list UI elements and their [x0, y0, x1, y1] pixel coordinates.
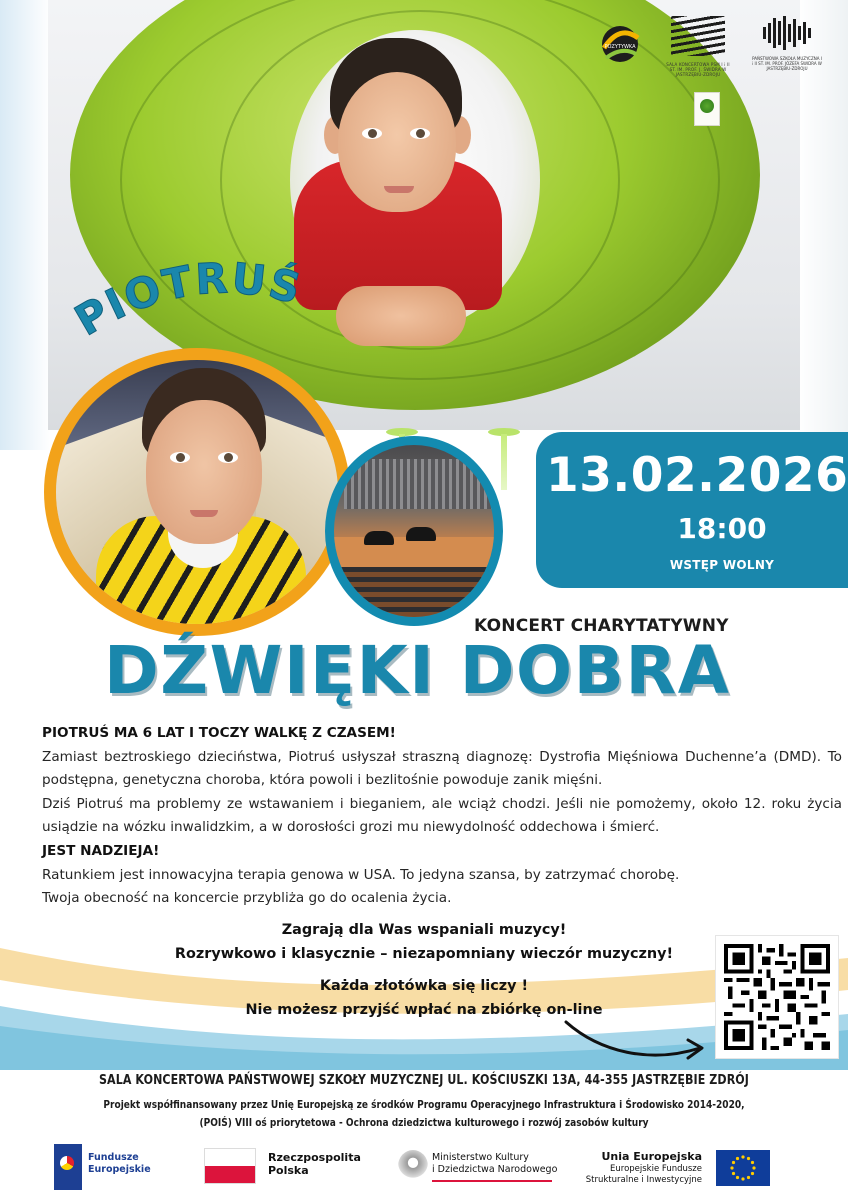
- project-funding-note: [59, 1096, 788, 1132]
- unia-sublabel: Europejskie Fundusze Strukturalne i Inwestycyjne: [585, 1164, 702, 1185]
- child-mouth: [384, 186, 414, 193]
- fundusze-europejskie-logo: [54, 1144, 194, 1190]
- polish-flag-icon: [204, 1148, 256, 1184]
- unia-europejska-logo: [585, 1144, 784, 1190]
- free-entry-label: WSTĘP WOLNY: [669, 558, 775, 572]
- piotrus-curved-title: [66, 226, 386, 376]
- callout-line: Zagrają dla Was wspaniali muzycy!: [281, 922, 567, 938]
- hope-heading: JEST NADZIEJA!: [42, 842, 160, 859]
- concert-subtitle: KONCERT CHARYTATYWNY: [474, 616, 729, 636]
- tunnel-tag: [694, 92, 720, 126]
- venue-address: SALA KONCERTOWA PAŃSTWOWEJ SZKOŁY MUZYCZNEJ UL. KOŚCIUSZKI 13A, 44-355 JASTRZĘBIE ZDRÓJ: [98, 1072, 750, 1088]
- rzeczpospolita-polska-logo: [204, 1148, 374, 1188]
- child-eye: [170, 452, 190, 463]
- event-date: 13.02.2026: [546, 448, 848, 503]
- audience-seats: [334, 567, 494, 617]
- szkola-logo-mark: [752, 16, 822, 50]
- callout-line: Rozrywkowo i klasycznie – niezapomniany wieczór muzyczny!: [174, 946, 674, 962]
- rzeczpospolita-label: Rzeczpospolita Polska: [268, 1151, 361, 1177]
- svg-text:PIOTRUŚ: [67, 253, 308, 345]
- child-eye: [218, 452, 238, 463]
- piotrus-curved-text: PIOTRUŚ: [66, 253, 308, 346]
- child-eye: [410, 128, 430, 139]
- musicians-callout: [100, 918, 748, 966]
- child-mouth: [190, 510, 218, 517]
- szkola-logo-text: PAŃSTWOWA SZKOŁA MUZYCZNA I i II ST. IM. PROF. JÓZEFA ŚWIDRA W JASTRZĘBIU-ZDROJU: [752, 56, 822, 71]
- story-paragraph: Dziś Piotruś ma problemy ze wstawaniem i bieganiem, ale wciąż chodzi. Jeśli nie pomożemy, około 12. roku życia usiądzie na wózku inwalidzkim, a w dorosłości grozi mu niewydolność oddechowa i śmierć.: [42, 795, 842, 836]
- child-portrait-circle: [44, 348, 350, 636]
- concert-title: DŹWIĘKI DOBRA: [104, 632, 731, 709]
- ministerstwo-underline: [432, 1180, 552, 1182]
- callout-line: Każda złotówka się liczy !: [319, 978, 529, 994]
- child-face: [146, 400, 262, 544]
- story-paragraph: Ratunkiem jest innowacyjna terapia genowa w USA. To jedyna szansa, by zatrzymać chorobę.: [42, 866, 680, 883]
- child-eye: [362, 128, 382, 139]
- story-paragraph: Zamiast beztroskiego dzieciństwa, Piotruś usłyszał straszną diagnozę: Dystrofia Mięśniowa Duchenne’a (DMD). To podstępna, genetyczna choroba, która powoli i bezlitośnie powoduje zanik mięśni.: [42, 748, 842, 789]
- unia-label: Unia Europejska: [601, 1150, 702, 1163]
- donation-qr-code[interactable]: [716, 936, 838, 1058]
- grand-piano: [364, 531, 394, 545]
- ministerstwo-kultury-logo: [398, 1148, 568, 1188]
- story-paragraph: Twoja obecność na koncercie przybliża go do ocalenia życia.: [42, 890, 452, 907]
- sala-koncertowa-logo: [666, 16, 730, 86]
- concert-hall-circle: [325, 436, 503, 626]
- child-portrait: [56, 360, 338, 624]
- organ-pipes: [344, 459, 494, 509]
- event-time: 18:00: [677, 512, 767, 545]
- grand-piano: [406, 527, 436, 541]
- pozytywka-logo-text: POZYTYWKA: [604, 44, 636, 50]
- sala-logo-text: SALA KONCERTOWA PSM I i II ST. IM. PROF. J. ŚWIDRA W JASTRZĘBIU-ZDROJU: [666, 62, 730, 77]
- szkola-muzyczna-logo: [752, 16, 822, 86]
- ministerstwo-label: Ministerstwo Kultury i Dziedzictwa Narodowego: [432, 1152, 558, 1175]
- story-heading: PIOTRUŚ MA 6 LAT I TOCZY WALKĘ Z CZASEM!: [42, 725, 396, 741]
- sala-logo-mark: [671, 16, 725, 56]
- fundusze-label: Fundusze Europejskie: [88, 1152, 151, 1175]
- qr-code-icon: [724, 944, 830, 1050]
- project-line: (POIŚ) VIII oś priorytetowa - Ochrona dziedzictwa kulturowego i rozwój zasobów kultury: [199, 1117, 649, 1129]
- fundusze-europejskie-icon: [54, 1144, 82, 1190]
- project-line: Projekt współfinansowany przez Unię Europejską ze środków Programu Operacyjnego Infrastruktura i Środowisko 2014-2020,: [103, 1099, 745, 1111]
- arrow-to-qr-icon: [560, 1012, 710, 1072]
- eagle-emblem-icon: [398, 1150, 428, 1182]
- concert-hall-photo: [334, 445, 494, 617]
- callout-line: Nie możesz przyjść wpłać na zbiórkę on-line: [245, 1002, 603, 1018]
- stage: [334, 537, 494, 567]
- eu-flag-icon: [716, 1150, 770, 1186]
- pozytywka-logo: [598, 18, 642, 70]
- story-text: [42, 722, 842, 911]
- funders-logo-bar: [0, 1142, 848, 1192]
- event-date-panel: [536, 432, 848, 588]
